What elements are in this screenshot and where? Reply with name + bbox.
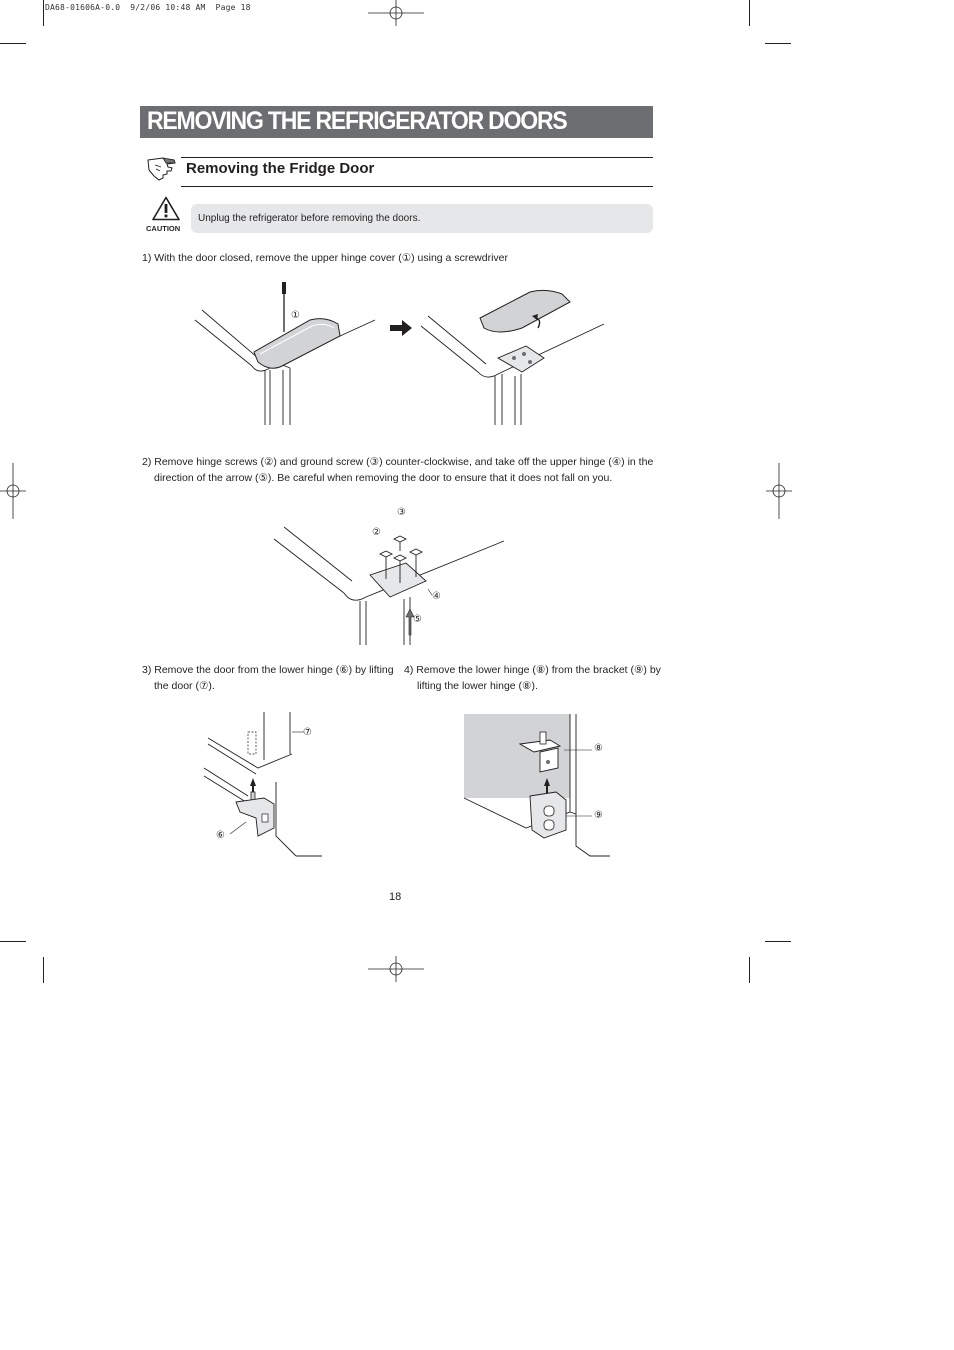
print-header: DA68-01606A-0.0 9/2/06 10:48 AM Page 18 xyxy=(45,3,251,12)
section-subtitle: Removing the Fridge Door xyxy=(186,160,375,177)
registration-mark-bottom xyxy=(368,956,424,984)
figure-4 xyxy=(460,710,610,858)
step-4-text: 4) Remove the lower hinge (⑧) from the bracket (⑨) by lifting the lower hinge (⑧). xyxy=(404,664,661,692)
callout-7: ⑦ xyxy=(303,727,312,738)
figure-1-right xyxy=(418,280,610,425)
callout-5: ⑤ xyxy=(413,614,422,625)
registration-mark-left xyxy=(0,463,28,519)
callout-9: ⑨ xyxy=(594,810,603,821)
caution-warning-icon xyxy=(152,196,180,221)
page-number: 18 xyxy=(389,891,402,903)
callout-1: ① xyxy=(291,310,300,321)
caution-text: Unplug the refrigerator before removing the doors. xyxy=(198,213,421,224)
callout-4: ④ xyxy=(432,591,441,602)
figure-1-left xyxy=(190,280,380,425)
step-3-text: 3) Remove the door from the lower hinge (⑥) by lifting the door (⑦). xyxy=(142,664,394,692)
registration-mark-top xyxy=(368,0,424,28)
hand-pointer-icon xyxy=(145,154,177,184)
caution-label: CAUTION xyxy=(146,224,181,233)
step-1-text: 1) With the door closed, remove the upper hinge cover (①) using a screwdriver xyxy=(142,252,508,264)
step-2-text: 2) Remove hinge screws (②) and ground screw (③) counter-clockwise, and take off the upper hinge (④) in the direction of the arrow (⑤). Be careful when removing the door to ensure that it does not fall on you. xyxy=(142,456,654,484)
figure-2 xyxy=(270,505,510,645)
subtitle-rule-bottom xyxy=(181,186,653,187)
arrow-right-icon xyxy=(390,320,412,336)
callout-3: ③ xyxy=(397,507,406,518)
callout-6: ⑥ xyxy=(216,830,225,841)
subtitle-rule-top xyxy=(181,157,653,158)
registration-mark-right xyxy=(764,463,792,519)
page-title: REMOVING THE REFRIGERATOR DOORS xyxy=(147,107,567,135)
callout-2: ② xyxy=(372,527,381,538)
callout-8: ⑧ xyxy=(594,743,603,754)
